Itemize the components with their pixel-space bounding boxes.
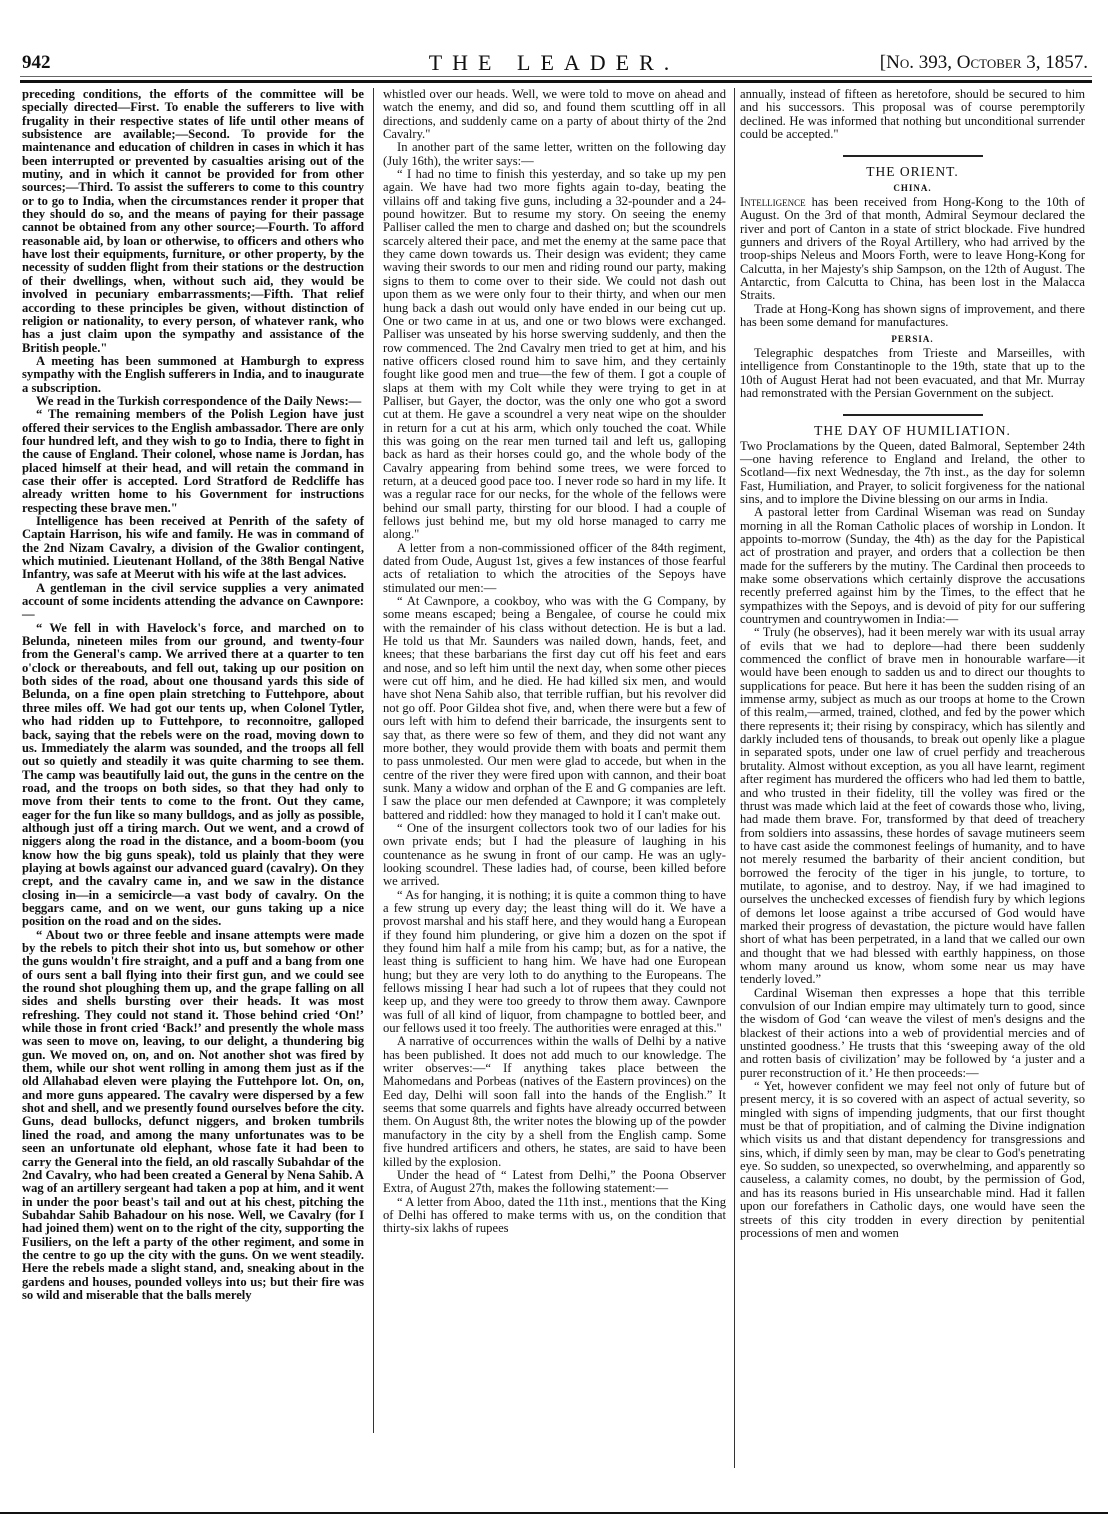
- column-divider: [734, 88, 735, 1468]
- masthead-rule: [20, 80, 1092, 83]
- subheading-china: CHINA.: [893, 182, 932, 193]
- newspaper-title: THE LEADER.: [428, 50, 680, 75]
- paragraph: A meeting has been summoned at Hamburgh to express sympathy with the English sufferers in India, and to inaugurate a subscription.: [22, 353, 364, 395]
- masthead: [0, 0, 1108, 86]
- paragraph: “ As for hanging, it is nothing; it is quite a common thing to have a few strung up every day; the least thing will do it. We have a provost marshal and his staff here, and they would hang a European if they found him plundering, or give him a dozen on the spot if they found him half a mile from his camp; but, as for a native, the least thing is sufficient to hang him. We have had one European hung; but they are very loth to do anything to the Europeans. The fellows missing I hear had such a lot of rupees that they could not keep up, and they were too greedy to throw them away. Cawnpore was full of all kind of liquor, from champagne to bottled beer, and our fellows used it too freely. The authorities were enraged at this.": [383, 887, 726, 1036]
- paragraph: A letter from a non-commissioned officer of the 84th regiment, dated from Oude, August 1st, gives a few instances of those fearful acts of retaliation to which the atrocities of the Sepoys have stimulated our men:—: [383, 540, 726, 595]
- paragraph: “ At Cawnpore, a cookboy, who was with the G Company, by some means escaped; being a Bengalee, of course he could mix with the remainder of his class without detection. He is but a lad. He told us that Mr. Saunders was nailed down, hands, feet, and knees; that these barbarians the first day cut off his feet and ears and nose, and so left him until the next day, when some other pieces were cut off him, and he died. He had killed six men, and would have shot Nena Sahib also, that terrible ruffian, but his revolver did not go off. Poor Gildea shot five, and, when there were but a few of ours left with him to defend their barricade, the insurgents sent to say that, as there were so few of them, and they did not want any more bother, they would provide them with boats and permit them to pass unmolested. Our men were glad to accede, but when in the centre of the river they were fired upon with cannon, and their boat sunk. Many a widow and orphan of the E and G companies are left. I saw the place our men defended at Cawnpore; it was completely battered and riddled: how they managed to hold it I can't make out.: [383, 594, 726, 822]
- paragraph: “ About two or three feeble and insane attempts were made by the rebels to pitch their shot into us, but somehow or other the guns wouldn't fire straight, and a puff and a bang from one of ours sent a ball flying into their first gun, and we could see the round shot ploughing them up, and the grape falling on all sides and shells bursting over their heads. It was most refreshing. They could not stand it. Those behind cried ‘On!’ while those in front cried ‘Back!’ and presently the whole mass was seen to move on, leaving, to our delight, a thundering big gun. We moved on, on, and on. Not another shot was fired by them, while our shot went rolling in among them just as if the old Allahabad eleven were playing the Futtehpore lot. On, on, and more guns appeared. The cavalry were dispersed by a few shot and shell, and we presently found ourselves before the city. Guns, dead bullocks, defunct niggers, and broken tumbrils lined the road, and among the many unfortunates was to be seen an unfortunate old elephant, whose fate it had been to carry the General into the field, an old rascally Subahdar of the 2nd Cavalry, who had been created a General by Nena Sahib. A wag of an artillery sergeant had taken a pop at him, and it went in under the poor beast's tail and out at his chest, pitching the Subahdar Sahib Bahadour on his nose. Well, we Cavalry (for I had joined them) went on to the right of the city, supporting the Fusiliers, on the left a party of the other regiment, and some in the centre to go up the city with the guns. On we went steadily. Here the rebels made a slight stand, and, sneaking about in the gardens and houses, pounded volleys into us; but their fire was so wild and miserable that the balls merely: [22, 927, 364, 1302]
- column-divider: [373, 88, 374, 1433]
- page-number: 942: [22, 52, 51, 73]
- paragraph: Telegraphic despatches from Trieste and Marseilles, with intelligence from Constantinople to the 19th, state that up to the 10th of August Herat had not been evacuated, and that Mr. Murray had remonstrated with the Persian Government on the subject.: [740, 345, 1085, 400]
- subheading-persia: PERSIA.: [891, 333, 934, 344]
- section-heading-humiliation: THE DAY OF HUMILIATION.: [814, 423, 1011, 439]
- issue-date: [No. 393, October 3, 1857.: [879, 52, 1088, 73]
- lead-word: Intelligence: [740, 195, 806, 210]
- column-1: [22, 88, 364, 1302]
- paragraph: Two Proclamations by the Queen, dated Balmoral, September 24th—one having reference to England and Ireland, the other to Scotland—fix next Wednesday, the 7th inst., as the day for solemn Fast, Humiliation, and Prayer, to solicit forgiveness for the national sins, and to implore the Divine blessing on our arms in India.: [740, 438, 1085, 506]
- paragraph-body: has been received from Hong-Kong to the 10th of August. On the 3rd of that month, Admiral Seymour declared the river and port of Canton in a state of strict blockade. Five hundred gunners and drivers of the Royal Artillery, who had arrived by the troop-ships Neleus and Moors Forth, were to leave Hong-Kong for Calcutta, in her Majesty's ship Sampson, on the 12th of August. The Antarctic, from Calcutta to China, has been lost in the Malacca Straits.: [740, 195, 1085, 303]
- paragraph: [740, 196, 1085, 303]
- paragraph: Trade at Hong-Kong has shown signs of improvement, and there has been some demand for manufactures.: [740, 301, 1085, 330]
- paragraph: “ We fell in with Havelock's force, and marched on to Belunda, nineteen miles from our ground, and twenty-four from the General's camp. We arrived there at a quarter to ten o'clock or thereabouts, and fell out, taking up our position on both sides of the road, about one thousand yards this side of Belunda, on a fine open plain stretching to Futtehpore, about three miles off. We had got our tents up, when Colonel Tytler, who had ridden up to Futtehpore, to reconnoitre, galloped back, saying that the rebels were on the road, moving down to us. Immediately the alarm was sounded, and the troops all fell out so quietly and steadily it was quite charming to see them. The camp was beautifully laid out, the guns in the centre on the road, and the troops on both sides, so that they had only to move from their tents to come to the front. Out they came, eager for the fun like so many bulldogs, and as jolly as possible, although just off a tiring march. Out we went, and a crowd of niggers along the road in the distance, and a boom-boom (you know how the big guns speak), told us plainly that they were playing at bowls against our advanced guard (cavalry). On they crept, and the cavalry came in, and we saw in the distance closing in—in a semicircle—a vast body of cavalry. On the beggars came, and on we went, our guns taking up a nice position on the road and on the sides.: [22, 620, 364, 929]
- paragraph: A pastoral letter from Cardinal Wiseman was read on Sunday morning in all the Roman Catholic places of worship in London. It appoints to-morrow (Sunday, the 4th) as the day for the Papistical act of prostration and prayer, and orders that a collection be then made for the sufferers by the mutiny. The Cardinal then proceeds to make some observations which certainly disprove the accusations recently preferred against him by the Times, to the effect that he sympathizes with the Sepoys, and is devoid of pity for our suffering countrymen and countrywomen in India:—: [740, 505, 1085, 627]
- section-divider: [843, 414, 983, 416]
- paragraph: “ A letter from Aboo, dated the 11th inst., mentions that the King of Delhi has offered to make terms with us, on the condition that thirty-six lakhs of rupees: [383, 1194, 726, 1236]
- paragraph: annually, instead of fifteen as heretofore, should be secured to him and his successors. This proposal was of course peremptorily declined. He was informed that nothing but unconditional surrender could be accepted.": [740, 87, 1085, 142]
- paragraph: whistled over our heads. Well, we were told to move on ahead and watch the enemy, and did so, and found them scuttling off in all directions, and suddenly came on a party of about thirty of the 2nd Cavalry.": [383, 87, 726, 142]
- paragraph: “ The remaining members of the Polish Legion have just offered their services to the English ambassador. There are only four hundred left, and they wish to go to India, there to fight in the cause of England. Their colonel, whose name is Jordan, has placed himself at their head, and will retain the command in case their offer is accepted. Lord Stratford de Redcliffe has already written home to his Government for instructions respecting these brave men.": [22, 407, 364, 515]
- page-bottom-rule: [0, 1512, 1108, 1514]
- paragraph: In another part of the same letter, written on the following day (July 16th), the writer says:—: [383, 140, 726, 168]
- column-3: [740, 88, 1085, 1240]
- paragraph: “ Truly (he observes), had it been merely war with its usual array of evils that we had to deplore—had there been suddenly commenced the conflict of brave men in honourable warfare—it would have been enough to sadden us and to direct our thoughts to supplications for peace. But here it has been the sudden rising of an immense army, subject as much as our troops at home to the Crown of this realm,—armed, trained, clothed, and fed by the power which there represents it; their rising by conspiracy, which has silently and darkly included tens of thousands, to break out openly like a plague in separated spots, under one law of cruel perfidy and treacherous brutality. Almost without exception, as you all have learnt, regiment after regiment has murdered the officers who had led them to battle, and who trusted in their fidelity, till the volley was fired or the thrust was made which laid at the feet of cowards those who, living, had made them brave. For, transformed by that deed of treachery from soldiers into assassins, these hordes of savage mutineers seem to have cast aside the commonest feelings of humanity, and to have not merely resumed the barbarity of their ancient condition, but borrowed the ferocity of the tiger in his jungle, to torture, to mutilate, to agonise, and to destroy. Nay, if we had imagined to ourselves the unchecked excesses of fiendish fury by which legions of demons let loose against a tribe accursed of God would have marked their progress of devastation, the picture would have fallen short of what has been perpetrated, in a land that we called our own and thought that we had blessed with earthly happiness, on those whom many around us know, whom some near us may have tenderly loved.”: [740, 625, 1085, 987]
- paragraph: A narrative of occurrences within the walls of Delhi by a native has been published. It does not add much to our knowledge. The writer observes:—“ If anything takes place between the Mahomedans and Porbeas (natives of the Eastern provinces) on the Eed day, Delhi will soon fall into the hands of the English.” It seems that some quarrels and fights have already occurred between them. On August 8th, the writer notes the blowing up of the powder manufactory in the city by a shell from the English camp. Some five hundred artificers and others, he states, are said to have been killed by the explosion.: [383, 1034, 726, 1169]
- paragraph: A gentleman in the civil service supplies a very animated account of some incidents attending the advance on Cawnpore:—: [22, 580, 364, 622]
- section-heading-orient: THE ORIENT.: [866, 164, 959, 180]
- paragraph: “ One of the insurgent collectors took two of our ladies for his own private ends; but I had the pleasure of laughing in his countenance as he swung in front of our camp. He was an ugly-looking scoundrel. These ladies had, of course, been killed before we arrived.: [383, 820, 726, 889]
- section-divider: [843, 155, 983, 157]
- paragraph: “ Yet, however confident we may feel not only of future but of present mercy, it is so covered with an aspect of actual severity, so mingled with signs of impending judgments, that our first thought must be that of propitiation, and of calming the Divine indignation which visits us and that distant dependency for transgressions and sins, which, if dimly seen by man, may be clear to God's penetrating eye. So sudden, so unexpected, so overwhelming, and apparently so causeless, a calamity comes, no doubt, by the permission of God, and has its reasons buried in His unsearchable mind. Had it fallen upon our forefathers in Catholic days, one would have seen the streets of this city trodden in every direction by penitential processions of men and women: [740, 1079, 1085, 1240]
- masthead-thin-rule: [20, 76, 1092, 77]
- paragraph: Cardinal Wiseman then expresses a hope that this terrible convulsion of our Indian empire may ultimately turn to good, since the wisdom of God ‘can weave the vilest of men's designs and the blackest of their actions into a web of providential mercies and of unstinted goodness.’ He trusts that this ‘sweeping away of the old and rotten basis of civilization’ may be followed by ‘a juster and a purer reconstruction of it.’ He then proceeds:—: [740, 985, 1085, 1080]
- paragraph: Under the head of “ Latest from Delhi,” the Poona Observer Extra, of August 27th, makes the following statement:—: [383, 1167, 726, 1196]
- paragraph: preceding conditions, the efforts of the committee will be specially directed—First. To enable the sufferers to live with frugality in their respective states of life until other means of subsistence are available;—Second. To provide for the maintenance and education of children in cases in which it has been interrupted or prevented by casualties arising out of the mutiny, and in which it cannot be provided for from other sources;—Third. To assist the sufferers to come to this country or to go to India, when the circumstances render it proper that they should do so, and the means of paying for their passage cannot be obtained from any other source;—Fourth. To afford reasonable aid, by loan or otherwise, to officers and others who have lost their equipments, furniture, or other property, by the necessity of sudden flight from their stations or the destruction of their dwellings, when, without such aid, they would be involved in pecuniary embarrassments;—Fifth. That relief according to these principles be given, without distinction of religion or nationality, to every person, of whatever rank, who has a just claim upon the sympathy and assistance of the British people.": [22, 87, 364, 355]
- paragraph: Intelligence has been received at Penrith of the safety of Captain Harrison, his wife and family. He was in command of the 2nd Nizam Cavalry, a division of the Gwalior contingent, which mutinied. Lieutenant Holland, of the 38th Bengal Native Infantry, was safe at Meerut with his wife at the last advices.: [22, 514, 364, 582]
- paragraph: “ I had no time to finish this yesterday, and so take up my pen again. We have had two more fights again to-day, beating the villains off and taking five guns, including a 32-pounder and a 24-pound howitzer. But to resume my story. On seeing the enemy Palliser called the men to charge and dashed on; but the scoundrels scarcely altered their pace, and met the enemy at the same pace that they came down towards us. Their design was evident; they came waving their swords to our men and riding round our party, making signs to them to come over to their side. We could not dash out upon them as we were only four to their thirty, and when our men hung back a dash out would only have ended in our being cut up. One or two came in at us, and one or two blows were exchanged. Palliser was unseated by his horse swerving suddenly, and then the row commenced. The 2nd Cavalry men tried to get at him, and his native officers closed round him to save him, and they certainly fought like good men and true—the few of them. I got a couple of slaps at them with my Colt while they were trying to get in at Palliser, but Gayer, the doctor, was the only one who got a sword cut at them. He gave a scoundrel a very neat wipe on the shoulder in return for a cut at his arm, which only touched the coat. While this was going on the rear men turned tail and left us, galloping back as hard as their horses could go, and the whole body of the Cavalry appearing from behind some trees, we were forced to return, at a deuced good pace too. I never rode so hard in my life. It was a regular race for our necks, for the whole of the fellows were behind our small party, thirsting for our blood. I had a couple of fellows just behind me, but my old horse managed to carry me along.": [383, 167, 726, 542]
- paragraph: We read in the Turkish correspondence of the Daily News:—: [36, 393, 362, 408]
- column-2: [383, 88, 726, 1236]
